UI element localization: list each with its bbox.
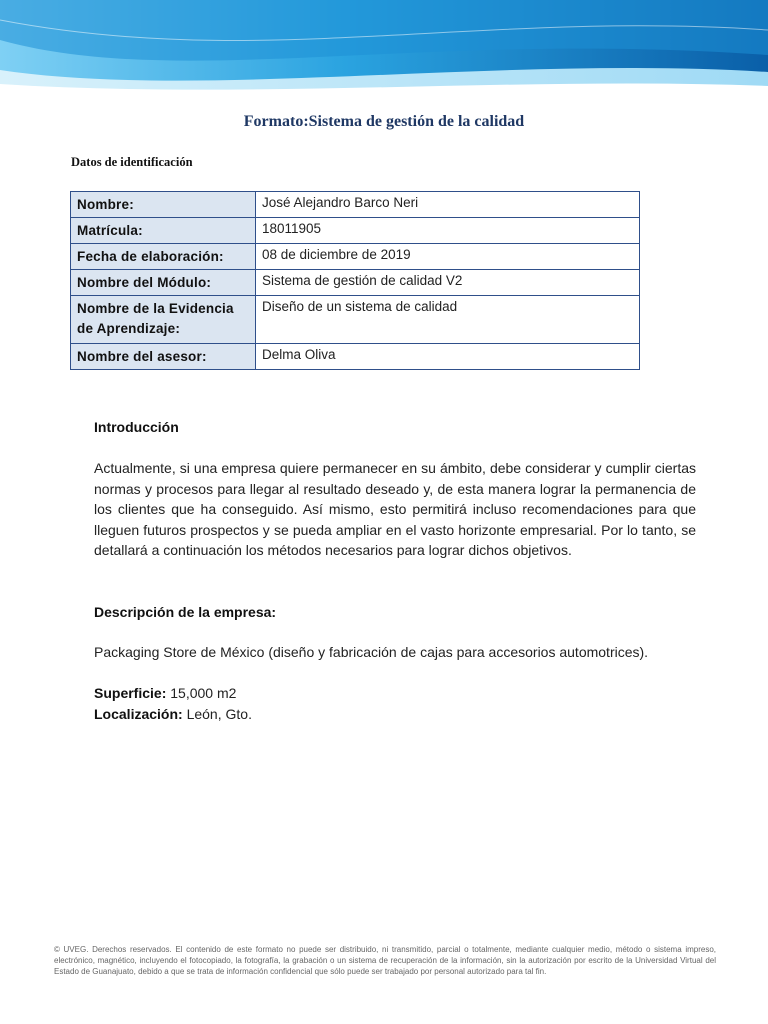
name-label: Nombre: <box>71 192 256 218</box>
document-title: Formato:Sistema de gestión de la calidad <box>243 113 525 130</box>
surface-value: 15,000 m2 <box>170 685 237 701</box>
module-value: Sistema de gestión de calidad V2 <box>256 270 640 296</box>
surface-line <box>94 683 696 704</box>
name-value: José Alejandro Barco Neri <box>256 192 640 218</box>
advisor-label: Nombre del asesor: <box>71 344 256 370</box>
surface-label: Superficie: <box>94 685 167 701</box>
company-description: Packaging Store de México (diseño y fabricación de cajas para accesorios automotrices). <box>94 644 649 660</box>
evidence-label: Nombre de la Evidencia de Aprendizaje: <box>71 296 256 344</box>
date-value: 08 de diciembre de 2019 <box>256 244 640 270</box>
table-row <box>71 218 640 244</box>
location-line <box>94 704 696 725</box>
identification-heading: Datos de identificación <box>71 155 193 169</box>
date-label: Fecha de elaboración: <box>71 244 256 270</box>
enrollment-value: 18011905 <box>256 218 640 244</box>
table-row <box>71 296 640 344</box>
introduction-heading: Introducción <box>94 419 179 435</box>
company-heading: Descripción de la empresa: <box>94 604 277 620</box>
introduction-paragraph: Actualmente, si una empresa quiere permanecer en su ámbito, debe considerar y cumplir ciertas normas y procesos para llegar al resultado deseado y, de esta manera lograr la permanencia de los clientes que ha conseguido. Así mismo, esto permitirá incluso recomendaciones para que lleguen futuros prospectos y se pueda ampliar en el vasto horizonte empresarial. Por lo tanto, se detallará a continuación los métodos necesarios para lograr dichos objetivos. <box>94 460 696 559</box>
evidence-value: Diseño de un sistema de calidad <box>256 296 640 344</box>
header-wave-graphic <box>0 0 768 98</box>
table-row <box>71 192 640 218</box>
location-label: Localización: <box>94 706 183 722</box>
header-banner <box>0 0 768 98</box>
advisor-value: Delma Oliva <box>256 344 640 370</box>
table-row <box>71 244 640 270</box>
identification-table <box>70 191 640 370</box>
table-row <box>71 344 640 370</box>
table-row <box>71 270 640 296</box>
module-label: Nombre del Módulo: <box>71 270 256 296</box>
location-value: León, Gto. <box>186 706 252 722</box>
enrollment-label: Matrícula: <box>71 218 256 244</box>
copyright-footer: © UVEG. Derechos reservados. El contenido de este formato no puede ser distribuido, ni transmitido, parcial o totalmente, mediante cualquier medio, método o sistema impreso, electrónico, magnético, incluyendo el fotocopiado, la fotografía, la grabación o un sistema de recuperación de la información, sin la autorización por escrito de la Universidad Virtual del Estado de Guanajuato, debido a que se trata de información confidencial que sólo puede ser trabajado por personal autorizado para tal fin. <box>54 945 716 976</box>
